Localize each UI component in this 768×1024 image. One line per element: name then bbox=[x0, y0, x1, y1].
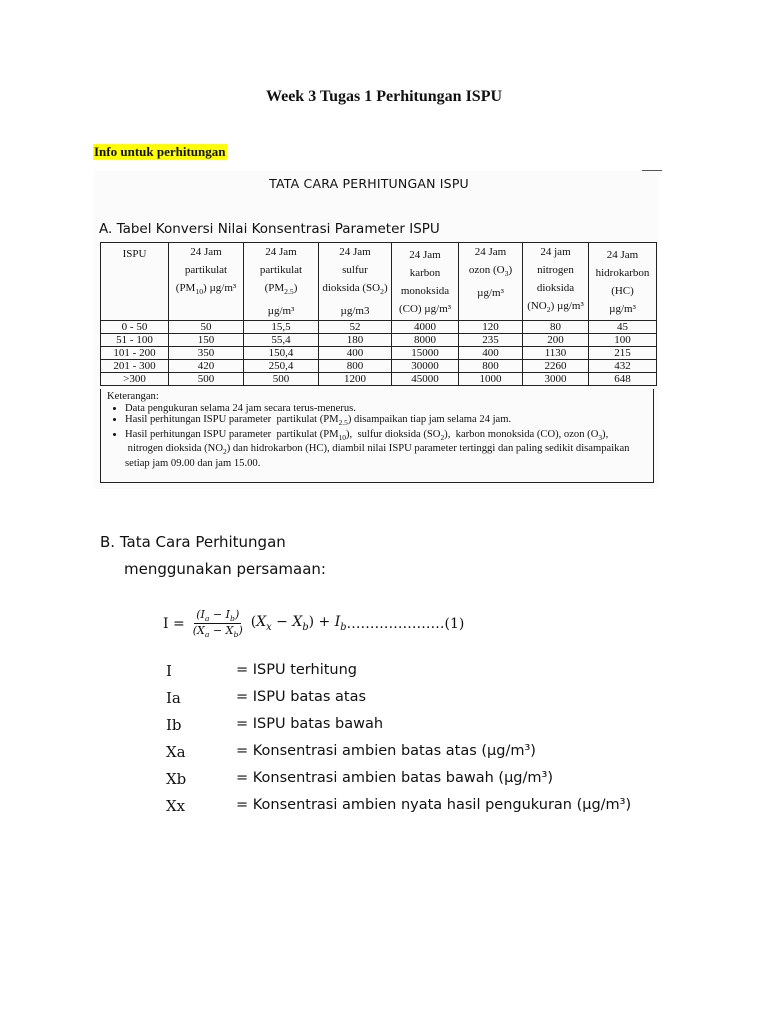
scan-title bbox=[0, 176, 768, 191]
formula-numerator: $(I_a - I_b)$ bbox=[196, 608, 240, 624]
formula-dots: ………………… bbox=[346, 615, 445, 632]
table-cell: 500 bbox=[169, 373, 244, 386]
table-cell: 150 bbox=[169, 334, 244, 347]
table-cell: 2260 bbox=[523, 360, 589, 373]
table-row bbox=[101, 334, 657, 347]
ispu-conversion-table bbox=[100, 242, 657, 386]
table-cell: 30000 bbox=[392, 360, 459, 373]
table-cell: 0 - 50 bbox=[101, 321, 169, 334]
table-cell: 4000 bbox=[392, 321, 459, 334]
table-cell: >300 bbox=[101, 373, 169, 386]
section-b-heading: B. Tata Cara Perhitungan bbox=[100, 533, 286, 551]
table-cell: 800 bbox=[319, 360, 392, 373]
table-row bbox=[101, 360, 657, 373]
formula-rest: $(X_x - X_b) + I_b$ bbox=[250, 614, 347, 634]
table-cell: 80 bbox=[523, 321, 589, 334]
formula-lhs: I = bbox=[163, 615, 185, 632]
table-cell: 201 - 300 bbox=[101, 360, 169, 373]
table-cell: 45000 bbox=[392, 373, 459, 386]
definition-symbol: Xb bbox=[166, 770, 187, 788]
table-cell: 235 bbox=[459, 334, 523, 347]
definition-desc: = Konsentrasi ambien nyata hasil pengukuran (µg/m³) bbox=[236, 797, 632, 813]
table-cell: 120 bbox=[459, 321, 523, 334]
table-cell: 400 bbox=[319, 347, 392, 360]
definition-symbol: Xa bbox=[166, 743, 186, 761]
table-cell: 100 bbox=[589, 334, 657, 347]
definition-desc: = ISPU batas bawah bbox=[236, 716, 384, 732]
table-cell: 1130 bbox=[523, 347, 589, 360]
keterangan-label: Keterangan: bbox=[107, 391, 159, 402]
table-cell: 215 bbox=[589, 347, 657, 360]
table-header: 24 Jam sulfur dioksida $(SO_2)$ µg/m3 bbox=[319, 243, 392, 321]
formula-number: (1) bbox=[444, 615, 465, 632]
table-cell: 432 bbox=[589, 360, 657, 373]
section-b-subtitle: menggunakan persamaan: bbox=[124, 560, 326, 578]
table-header: 24 Jam ozon $(O_3)$ µg/m³ bbox=[459, 243, 523, 321]
table-cell: 1200 bbox=[319, 373, 392, 386]
table-cell: 15,5 bbox=[244, 321, 319, 334]
table-cell: 400 bbox=[459, 347, 523, 360]
table-cell: 1000 bbox=[459, 373, 523, 386]
table-cell: 52 bbox=[319, 321, 392, 334]
table-header: 24 jam nitrogen dioksida $(NO_2)$ µg/m³ bbox=[523, 243, 589, 321]
table-cell: 500 bbox=[244, 373, 319, 386]
table-header: 24 Jam hidrokarbon (HC) µg/m³ bbox=[589, 243, 657, 321]
ispu-formula bbox=[163, 608, 464, 639]
definition-desc: = ISPU terhitung bbox=[236, 662, 358, 678]
definition-symbol: Ib bbox=[166, 716, 182, 734]
list-item: • Hasil perhitungan ISPU parameter partikulat $(PM_{10})$, sulfur dioksida $(SO_2)$, karbon monoksida (CO), ozon $(O_3)$, nitrogen dioksida $(NO_2)$ dan hidrokarbon (HC), diambil nilai ISPU parameter tertinggi dan paling sedikit disampaikan setiap jam 09.00 dan jam 15.00. bbox=[125, 429, 647, 470]
table-cell: 3000 bbox=[523, 373, 589, 386]
definition-desc: = ISPU batas atas bbox=[236, 689, 367, 705]
list-item: • Data pengukuran selama 24 jam secara terus-menerus. bbox=[125, 403, 647, 415]
table-cell: 51 - 100 bbox=[101, 334, 169, 347]
keterangan-box bbox=[100, 389, 654, 483]
table-header: 24 Jam karbon monoksida (CO) µg/m³ bbox=[392, 243, 459, 321]
definition-desc: = Konsentrasi ambien batas atas (µg/m³) bbox=[236, 743, 536, 759]
keterangan-list bbox=[107, 403, 647, 470]
table-header-row bbox=[101, 243, 657, 321]
table-header: 24 Jam partikulat $(PM_{2.5})$ µg/m³ bbox=[244, 243, 319, 321]
table-cell: 200 bbox=[523, 334, 589, 347]
table-row bbox=[101, 373, 657, 386]
definition-desc: = Konsentrasi ambien batas bawah (µg/m³) bbox=[236, 770, 553, 786]
table-cell: 420 bbox=[169, 360, 244, 373]
definition-symbol: I bbox=[166, 662, 172, 680]
table-cell: 180 bbox=[319, 334, 392, 347]
table-cell: 800 bbox=[459, 360, 523, 373]
table-cell: 101 - 200 bbox=[101, 347, 169, 360]
definition-symbol: Ia bbox=[166, 689, 181, 707]
formula-fraction bbox=[191, 608, 245, 639]
table-row bbox=[101, 347, 657, 360]
scan-title-text: TATA CARA PERHITUNGAN ISPU bbox=[269, 176, 469, 191]
table-cell: 45 bbox=[589, 321, 657, 334]
table-cell: 15000 bbox=[392, 347, 459, 360]
table-cell: 350 bbox=[169, 347, 244, 360]
formula-denominator: $(X_a - X_b)$ bbox=[192, 624, 243, 640]
info-label: Info untuk perhitungan bbox=[94, 144, 226, 159]
table-cell: 250,4 bbox=[244, 360, 319, 373]
table-cell: 648 bbox=[589, 373, 657, 386]
definition-symbol: Xx bbox=[166, 797, 186, 815]
list-item: • Hasil perhitungan ISPU parameter partikulat $(PM_{2.5})$ disampaikan tiap jam selama 24 jam. bbox=[125, 414, 647, 429]
table-cell: 50 bbox=[169, 321, 244, 334]
table-cell: 55,4 bbox=[244, 334, 319, 347]
table-cell: 150,4 bbox=[244, 347, 319, 360]
table-row bbox=[101, 321, 657, 334]
table-header: ISPU bbox=[101, 243, 169, 321]
table-header: 24 Jam partikulat $(PM_{10})$ µg/m³ bbox=[169, 243, 244, 321]
table-cell: 8000 bbox=[392, 334, 459, 347]
section-a-heading: A. Tabel Konversi Nilai Konsentrasi Parameter ISPU bbox=[99, 221, 440, 237]
page-title: Week 3 Tugas 1 Perhitungan ISPU bbox=[265, 88, 503, 105]
